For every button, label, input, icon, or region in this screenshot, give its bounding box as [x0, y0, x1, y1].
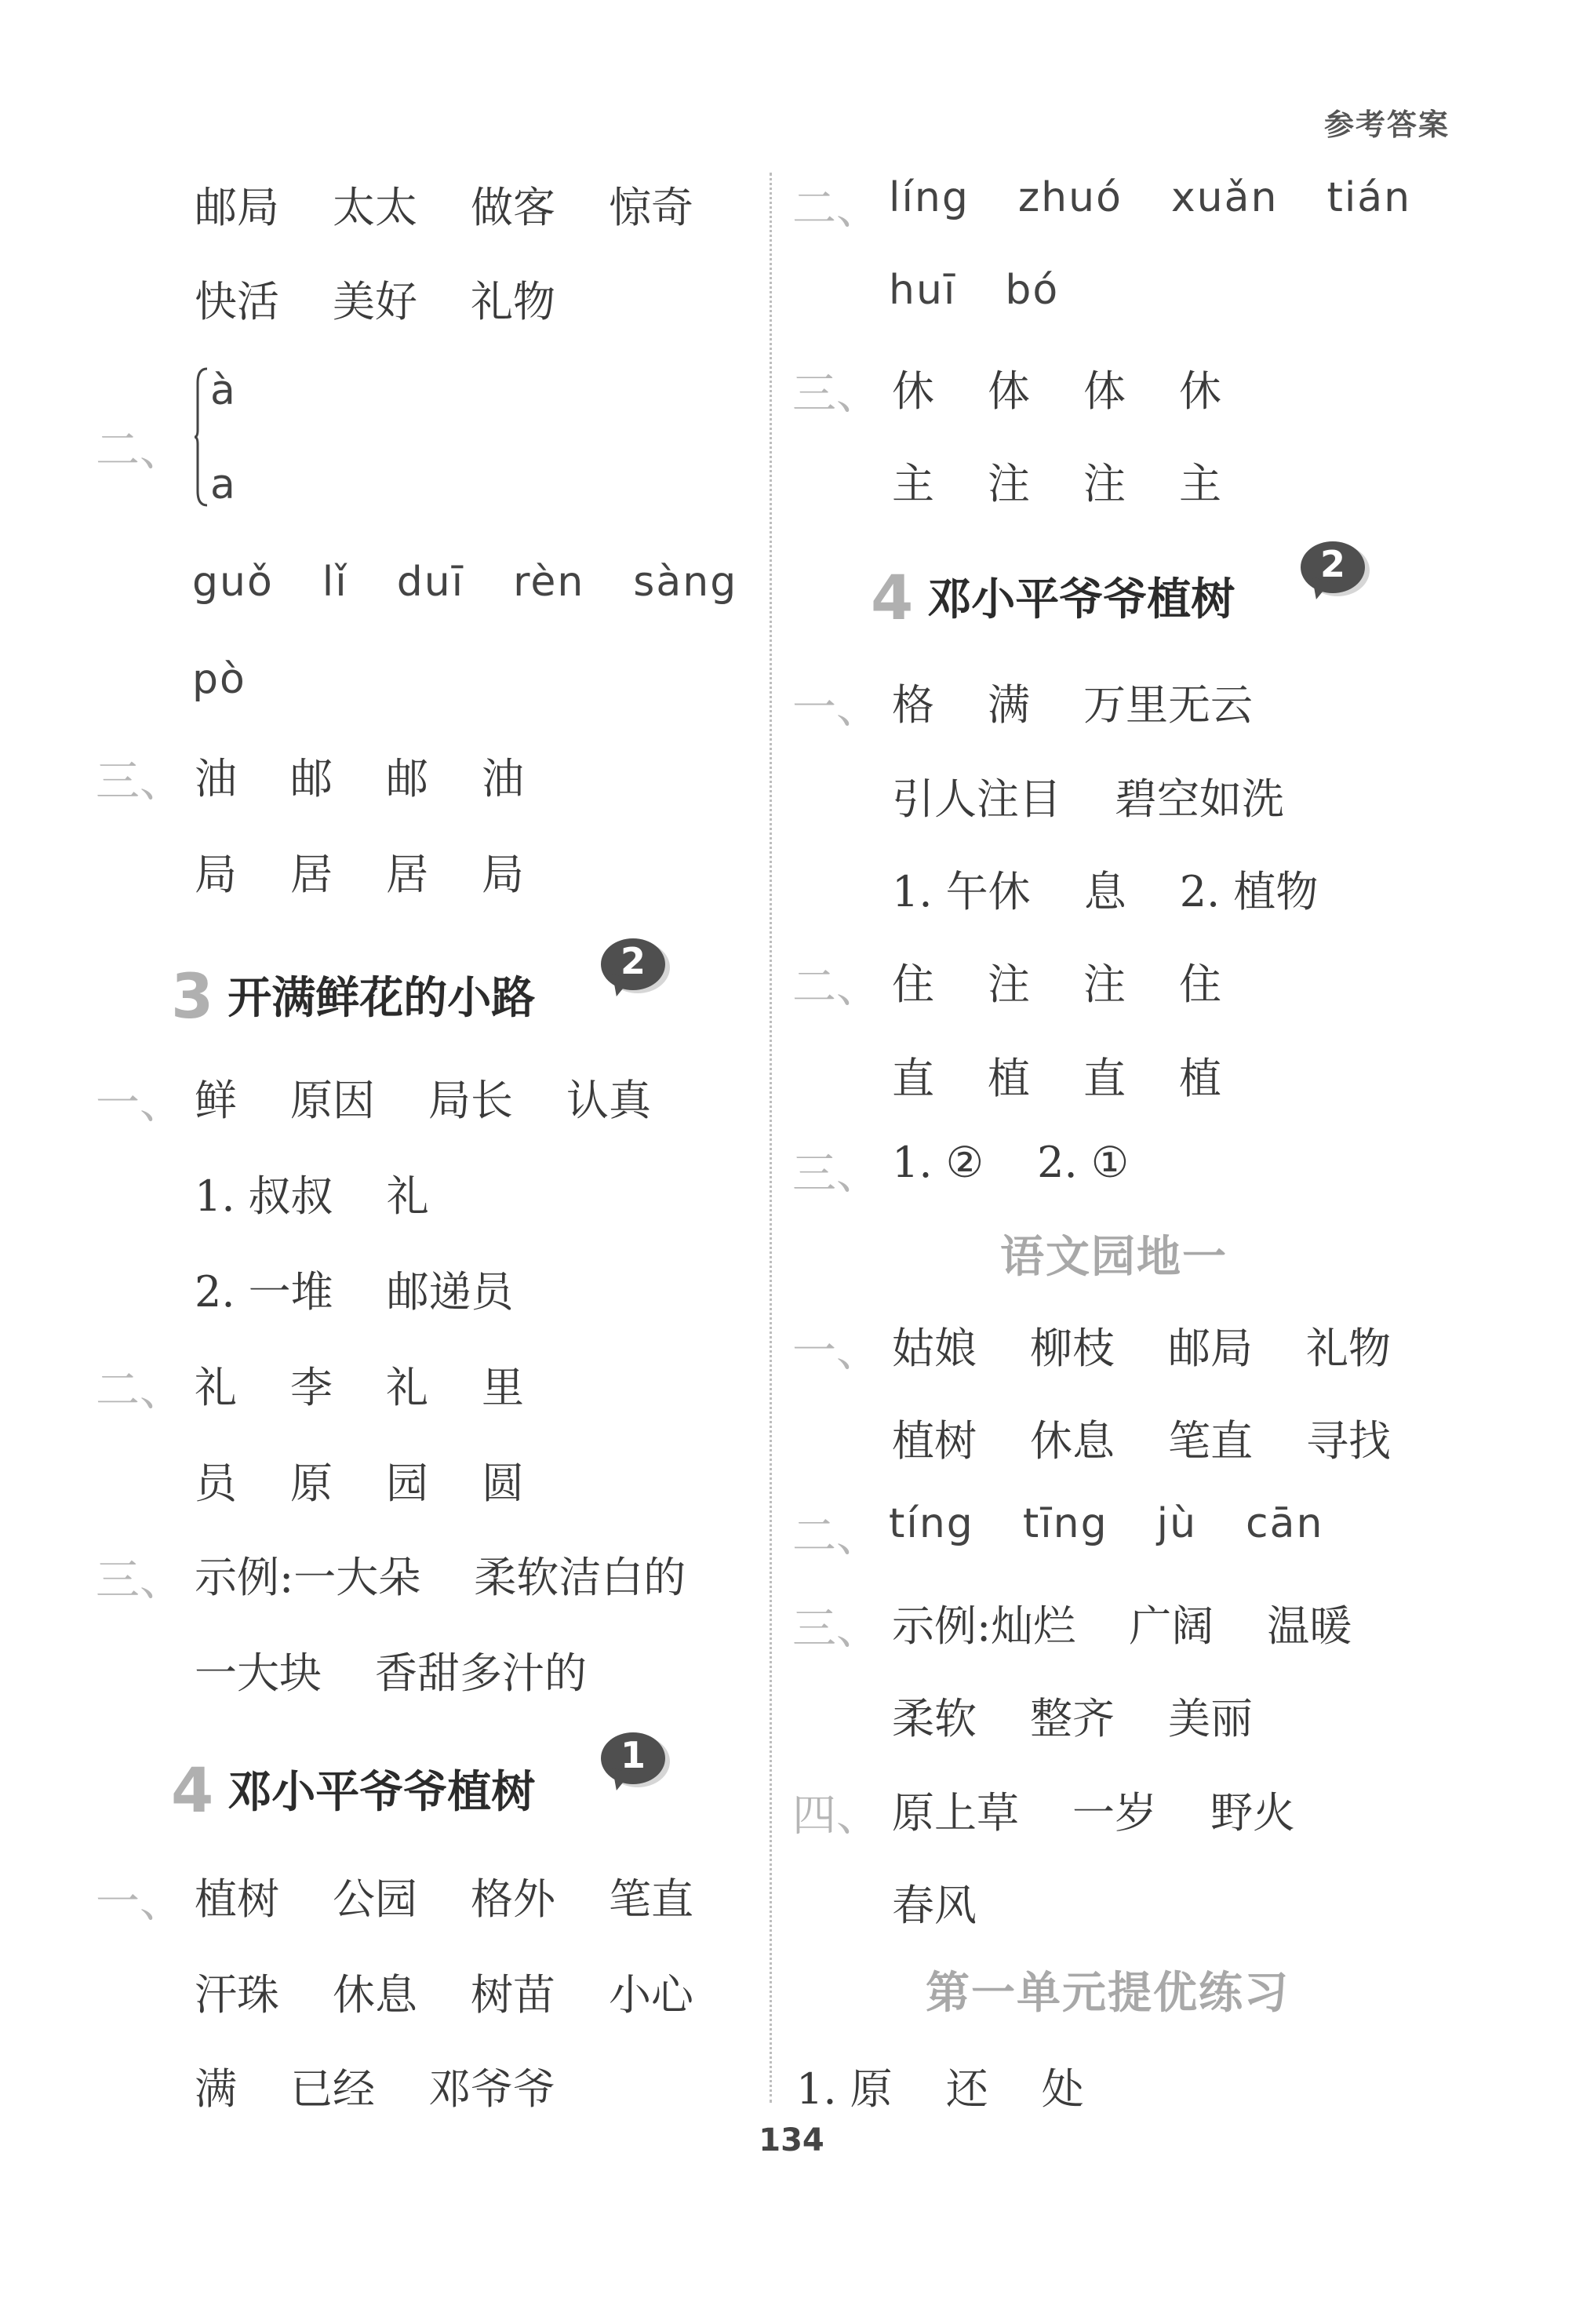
- answer-item: 野火: [1210, 1788, 1295, 1838]
- answer-row: [195, 1544, 686, 1605]
- answer-item: 局: [482, 850, 524, 899]
- answer-item: 植: [1179, 1054, 1221, 1103]
- question-marker: 三、: [792, 369, 880, 420]
- answer-item: 春风: [892, 1881, 977, 1930]
- answer-item: 礼: [386, 1171, 429, 1221]
- answer-row: [892, 450, 1221, 511]
- answer-item: 做客: [471, 183, 555, 232]
- answer-row: [892, 1779, 1295, 1840]
- answer-item: sàng: [633, 559, 738, 606]
- answer-item: 2. 植物: [1179, 867, 1319, 916]
- question-marker: 三、: [792, 1149, 880, 1200]
- answer-item: 1. 叔叔: [195, 1171, 333, 1221]
- answer-item: 寻找: [1306, 1416, 1391, 1466]
- answer-item: 邮: [290, 754, 333, 803]
- answer-item: 注: [988, 459, 1030, 508]
- answer-item: 已经: [290, 2064, 375, 2114]
- answer-item: 局长: [428, 1076, 513, 1125]
- answer-item: 汗珠: [195, 1970, 279, 2020]
- answer-item: 一岁: [1072, 1788, 1157, 1838]
- answer-item: 原: [290, 1459, 333, 1508]
- question-marker: 二、: [792, 1511, 880, 1562]
- answer-row: [892, 358, 1221, 418]
- answer-item: 认真: [566, 1076, 651, 1125]
- brace-icon: [195, 367, 209, 507]
- question-marker: 三、: [96, 1555, 184, 1606]
- question-marker: 一、: [96, 1078, 184, 1129]
- answer-item: 鲜: [195, 1076, 237, 1125]
- lesson-number: 3: [171, 962, 214, 1033]
- answer-item: 休: [892, 366, 934, 416]
- answer-item: 处: [1041, 2064, 1084, 2114]
- answer-item: 礼物: [471, 277, 555, 326]
- answer-item: 小心: [609, 1970, 693, 2020]
- answer-row: [892, 1138, 1129, 1187]
- answer-item: 碧空如洗: [1115, 774, 1284, 824]
- answer-item: 礼物: [1306, 1324, 1391, 1373]
- answer-item: 还: [945, 2064, 988, 2114]
- question-marker: 三、: [96, 756, 184, 807]
- answer-item: 园: [386, 1459, 428, 1508]
- answer-item: 满: [195, 2064, 237, 2114]
- answer-item: 柔软: [892, 1694, 977, 1743]
- answer-item: 格外: [471, 1874, 555, 1924]
- answer-row: [195, 1640, 587, 1700]
- answer-item: tíng: [889, 1500, 974, 1547]
- answer-item: 邮局: [1168, 1324, 1253, 1373]
- answer-item: 住: [1179, 960, 1221, 1009]
- answer-item: 1. 原: [796, 2064, 893, 2114]
- answer-item: duī: [396, 559, 465, 606]
- question-marker: 三、: [792, 1604, 880, 1655]
- answer-row: [892, 951, 1221, 1011]
- answer-row: [892, 1593, 1352, 1653]
- answer-item: 体: [1083, 366, 1126, 416]
- answer-item: lǐ: [322, 559, 348, 606]
- answer-item: 注: [1083, 960, 1126, 1009]
- pinyin-row: [192, 656, 246, 703]
- answer-item: 美好: [333, 277, 417, 326]
- answer-item: zhuó: [1017, 174, 1123, 221]
- answer-item: 邓爷爷: [428, 2064, 555, 2114]
- answer-row: [892, 1408, 1391, 1468]
- answer-row: [195, 841, 524, 902]
- answer-item: 万里无云: [1083, 680, 1253, 730]
- question-marker: 二、: [96, 425, 184, 476]
- answer-item: huī: [889, 267, 957, 314]
- answer-item: 1. 午休: [892, 867, 1031, 916]
- answer-item: 局: [195, 850, 237, 899]
- answer-row: [892, 766, 1284, 826]
- answer-row: [892, 1872, 977, 1932]
- answer-item: 居: [290, 850, 333, 899]
- answer-item: 笔直: [609, 1874, 693, 1924]
- answer-item: guǒ: [192, 559, 274, 606]
- pinyin-row: [889, 267, 1059, 314]
- question-marker: 四、: [792, 1790, 880, 1841]
- answer-item: 居: [386, 850, 428, 899]
- answer-row: [195, 1354, 524, 1415]
- answer-item: 整齐: [1030, 1694, 1115, 1743]
- answer-item: 注: [1083, 459, 1126, 508]
- answer-item: 礼: [195, 1363, 237, 1412]
- answer-item: 柔软洁白的: [474, 1553, 686, 1602]
- answer-item: 油: [482, 754, 524, 803]
- answer-item: 1. ②: [892, 1138, 984, 1187]
- answer-item: 2. 一堆: [195, 1267, 333, 1317]
- answer-row: [195, 1962, 693, 2022]
- answer-item: 李: [290, 1363, 333, 1412]
- question-marker: 二、: [792, 962, 880, 1013]
- question-marker: 一、: [792, 1326, 880, 1377]
- answer-row: [195, 1450, 524, 1510]
- lesson-title: [171, 1756, 535, 1827]
- lesson-title: [871, 563, 1235, 634]
- answer-item: 示例:灿烂: [892, 1601, 1076, 1651]
- lesson-number: 4: [171, 1756, 214, 1827]
- answer-item: 满: [988, 680, 1030, 730]
- lesson-name: 开满鲜花的小路: [227, 973, 536, 1024]
- answer-item: tián: [1326, 174, 1412, 221]
- answer-item: 笔直: [1168, 1416, 1253, 1466]
- lesson-name: 邓小平爷爷植树: [227, 1767, 536, 1818]
- answer-item: 圆: [482, 1459, 524, 1508]
- answer-item: 快活: [195, 277, 279, 326]
- answer-item: pò: [192, 656, 246, 703]
- answer-item: líng: [889, 174, 970, 221]
- page-number: 134: [759, 2122, 824, 2158]
- answer-item: 树苗: [471, 1970, 555, 2020]
- answer-item: 广阔: [1129, 1601, 1214, 1651]
- answer-item: jù: [1156, 1500, 1198, 1547]
- answer-item: 一大块: [195, 1648, 322, 1698]
- answer-item: 原上草: [892, 1788, 1019, 1838]
- answer-item: 香甜多汁的: [375, 1648, 587, 1698]
- answer-item: 直: [892, 1054, 934, 1103]
- answer-item: 员: [195, 1459, 237, 1508]
- answer-row: [892, 672, 1253, 732]
- part-badge: [601, 1732, 665, 1789]
- answer-row: [195, 268, 555, 329]
- answer-item: 原因: [290, 1076, 375, 1125]
- answer-item: 主: [1179, 459, 1221, 508]
- answer-item: 主: [892, 459, 934, 508]
- answer-item: 引人注目: [892, 774, 1061, 824]
- answer-item: 邮: [386, 754, 428, 803]
- pinyin-row: [192, 559, 737, 606]
- question-marker: 一、: [96, 1877, 184, 1928]
- part-badge-number: 2: [620, 940, 646, 982]
- answer-item: 邮局: [195, 183, 279, 232]
- answer-item: 公园: [333, 1874, 417, 1924]
- answer-item: 柳枝: [1030, 1324, 1115, 1373]
- answer-item: 油: [195, 754, 237, 803]
- pinyin-row: [889, 1500, 1323, 1547]
- answer-row: [892, 1685, 1253, 1746]
- part-badge-number: 2: [1319, 543, 1345, 585]
- pinyin-row: [889, 174, 1411, 221]
- section-title-garden: 语文园地一: [1000, 1232, 1228, 1283]
- answer-item: 温暖: [1267, 1601, 1352, 1651]
- answer-row: [195, 2056, 555, 2116]
- answer-row: [892, 1315, 1391, 1375]
- answer-item: 住: [892, 960, 934, 1009]
- answer-item: 格: [892, 680, 934, 730]
- question-marker: 二、: [792, 184, 880, 235]
- answer-item: 植树: [195, 1874, 279, 1924]
- answer-row: [195, 1163, 429, 1223]
- answer-item: 惊奇: [609, 183, 693, 232]
- answer-row: [796, 2056, 1084, 2116]
- lesson-number: 4: [871, 563, 914, 634]
- column-divider: [770, 173, 772, 2103]
- answer-row: [195, 1259, 514, 1319]
- pinyin-bottom: a: [210, 461, 237, 508]
- answer-item: 休息: [1030, 1416, 1115, 1466]
- part-badge: [1301, 541, 1365, 598]
- answer-row: [892, 858, 1318, 919]
- lesson-title: [171, 962, 535, 1033]
- answer-item: 示例:一大朵: [195, 1553, 421, 1602]
- answer-item: 休息: [333, 1970, 417, 2020]
- part-badge-number: 1: [620, 1734, 646, 1776]
- answer-item: 植: [988, 1054, 1030, 1103]
- answer-item: 邮递员: [386, 1267, 514, 1317]
- pinyin-top: à: [210, 367, 237, 414]
- answer-item: xuǎn: [1170, 174, 1279, 221]
- section-title-unit: 第一单元提优练习: [926, 1968, 1290, 2019]
- answer-row: [195, 1067, 651, 1127]
- lesson-name: 邓小平爷爷植树: [927, 574, 1235, 625]
- answer-item: 注: [988, 960, 1030, 1009]
- answer-item: 礼: [386, 1363, 428, 1412]
- answer-item: 里: [482, 1363, 524, 1412]
- answer-row: [195, 745, 524, 806]
- answer-item: cān: [1246, 1500, 1324, 1547]
- answer-item: 休: [1179, 366, 1221, 416]
- question-marker: 一、: [792, 683, 880, 734]
- answer-row: [195, 174, 693, 235]
- answer-item: 太太: [333, 183, 417, 232]
- answer-item: tīng: [1022, 1500, 1108, 1547]
- answer-item: 姑娘: [892, 1324, 977, 1373]
- question-marker: 二、: [96, 1365, 184, 1416]
- part-badge: [601, 938, 665, 995]
- answer-row: [892, 1045, 1221, 1106]
- answer-item: 息: [1083, 867, 1126, 916]
- answer-item: bó: [1005, 267, 1060, 314]
- answer-item: 体: [988, 366, 1030, 416]
- answer-item: rèn: [513, 559, 585, 606]
- answer-row: [195, 1866, 693, 1926]
- answer-item: 2. ①: [1037, 1138, 1130, 1187]
- page-header-title: 参考答案: [1323, 107, 1450, 142]
- answer-item: 植树: [892, 1416, 977, 1466]
- answer-item: 直: [1083, 1054, 1126, 1103]
- answer-item: 美丽: [1168, 1694, 1253, 1743]
